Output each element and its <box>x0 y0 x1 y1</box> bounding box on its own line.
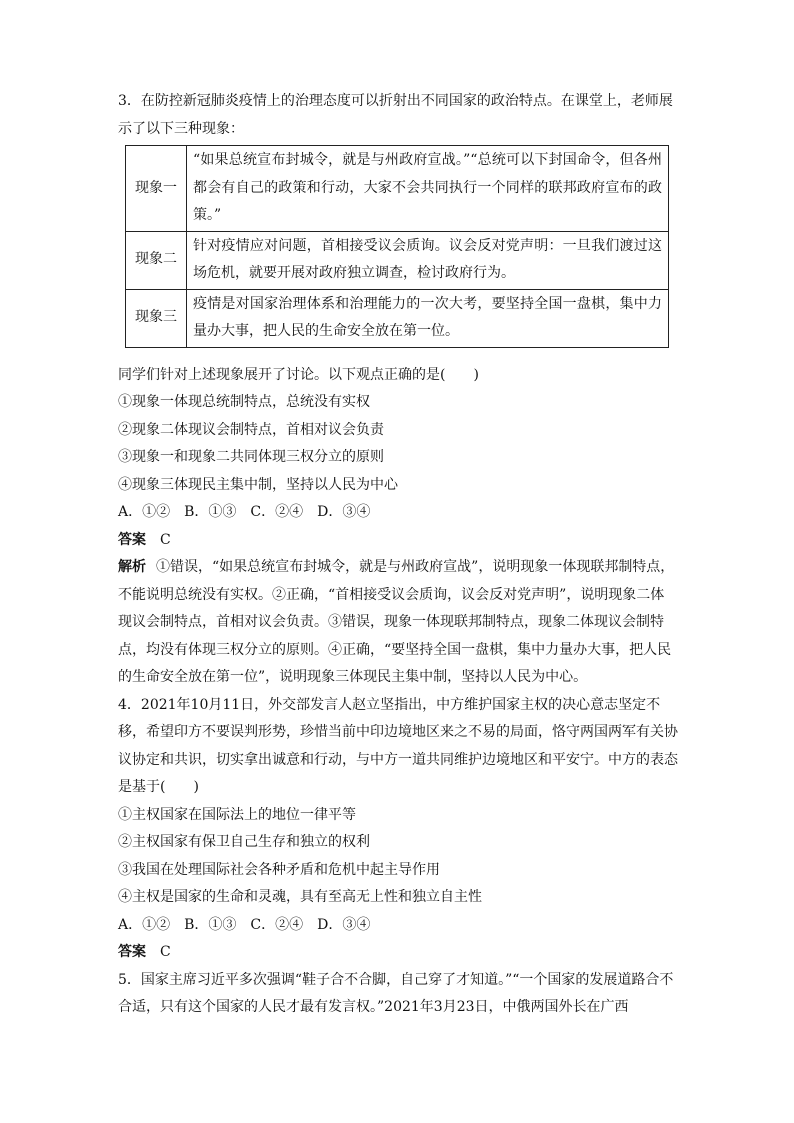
q3-answer <box>118 527 678 555</box>
answer-label: 答案 <box>118 944 146 960</box>
q3-option-1: ①现象一体现总统制特点，总统没有实权 <box>118 394 370 410</box>
q4-answer <box>118 939 678 967</box>
q4-option-1: ①主权国家在国际法上的地位一律平等 <box>118 806 356 823</box>
q3-stem: 3．在防控新冠肺炎疫情上的治理态度可以折射出不同国家的政治特点。在课堂上，老师展示了以下三种现象： <box>118 93 673 137</box>
table-row <box>126 231 669 289</box>
phenomena-table <box>125 145 669 348</box>
q3-option-4: ④现象三体现民主集中制，坚持以人民为中心 <box>118 476 398 493</box>
answer-label: 答案 <box>118 531 146 548</box>
q4-option-2: ②主权国家有保卫自己生存和独立的权利 <box>118 834 370 850</box>
q3-question: 同学们针对上述现象展开了讨论。以下观点正确的是( ) <box>118 366 479 383</box>
phenomenon-2-text: 针对疫情应对问题，首相接受议会质询。议会反对党声明：一旦我们渡过这场危机，就要开展对政府独立调查，检讨政府行为。 <box>187 231 669 289</box>
answer-value: C <box>160 944 171 960</box>
q3-option-3: ③现象一和现象二共同体现三权分立的原则 <box>118 449 384 465</box>
q3-explanation <box>118 554 678 692</box>
phenomenon-1-text: “如果总统宣布封城令，就是与州政府宣战。”“总统可以下封国命令，但各州都会有自己的政策和行动，大家不会共同执行一个同样的联邦政府宣布的政策。” <box>187 146 669 232</box>
q4-option-3: ③我国在处理国际社会各种矛盾和危机中起主导作用 <box>118 861 440 878</box>
q3-option-2: ②现象二体现议会制特点，首相对议会负责 <box>118 421 384 438</box>
q4-choices: A．①② B．①③ C．②④ D．③④ <box>118 916 371 933</box>
q4-stem: 4．2021年10月11日，外交部发言人赵立坚指出，中方维护国家主权的决心意志坚定不移，希望印方不要误判形势，珍惜当前中印边境地区来之不易的局面，恪守两国两军有关协议协定和共识，切实拿出诚意和行动，与中方一道共同维护边境地区和平安宁。中方的表态是基于( ) <box>118 696 678 795</box>
q4-option-4: ④主权是国家的生命和灵魂，具有至高无上性和独立自主性 <box>118 889 482 905</box>
explanation-label: 解析 <box>118 559 146 575</box>
q5-stem: 5．国家主席习近平多次强调“鞋子合不合脚，自己穿了才知道。”“一个国家的发展道路合不合适，只有这个国家的人民才最有发言权。”2021年3月23日，中俄两国外长在广西 <box>118 971 674 1015</box>
phenomenon-3-text: 疫情是对国家治理体系和治理能力的一次大考，要坚持全国一盘棋，集中力量办大事，把人民的生命安全放在第一位。 <box>187 289 669 347</box>
explanation-text: ①错误，“如果总统宣布封城令，就是与州政府宣战”，说明现象一体现联邦制特点，不能说明总统没有实权。②正确，“首相接受议会质询，议会反对党声明”，说明现象二体现议会制特点，首相对议会负责。③错误，现象一体现联邦制特点，现象二体现议会制特点，均没有体现三权分立的原则。④正确，“要坚持全国一盘棋，集中力量办大事，把人民的生命安全放在第一位”，说明现象三体现民主集中制，坚持以人民为中心。 <box>118 559 675 685</box>
answer-value: C <box>160 531 171 548</box>
phenomenon-2-label: 现象二 <box>126 231 187 289</box>
phenomenon-3-label: 现象三 <box>126 289 187 347</box>
table-row <box>126 146 669 232</box>
table-row <box>126 289 669 347</box>
document-page <box>118 88 678 1022</box>
phenomenon-1-label: 现象一 <box>126 146 187 232</box>
q3-choices: A．①② B．①③ C．②④ D．③④ <box>118 504 371 520</box>
